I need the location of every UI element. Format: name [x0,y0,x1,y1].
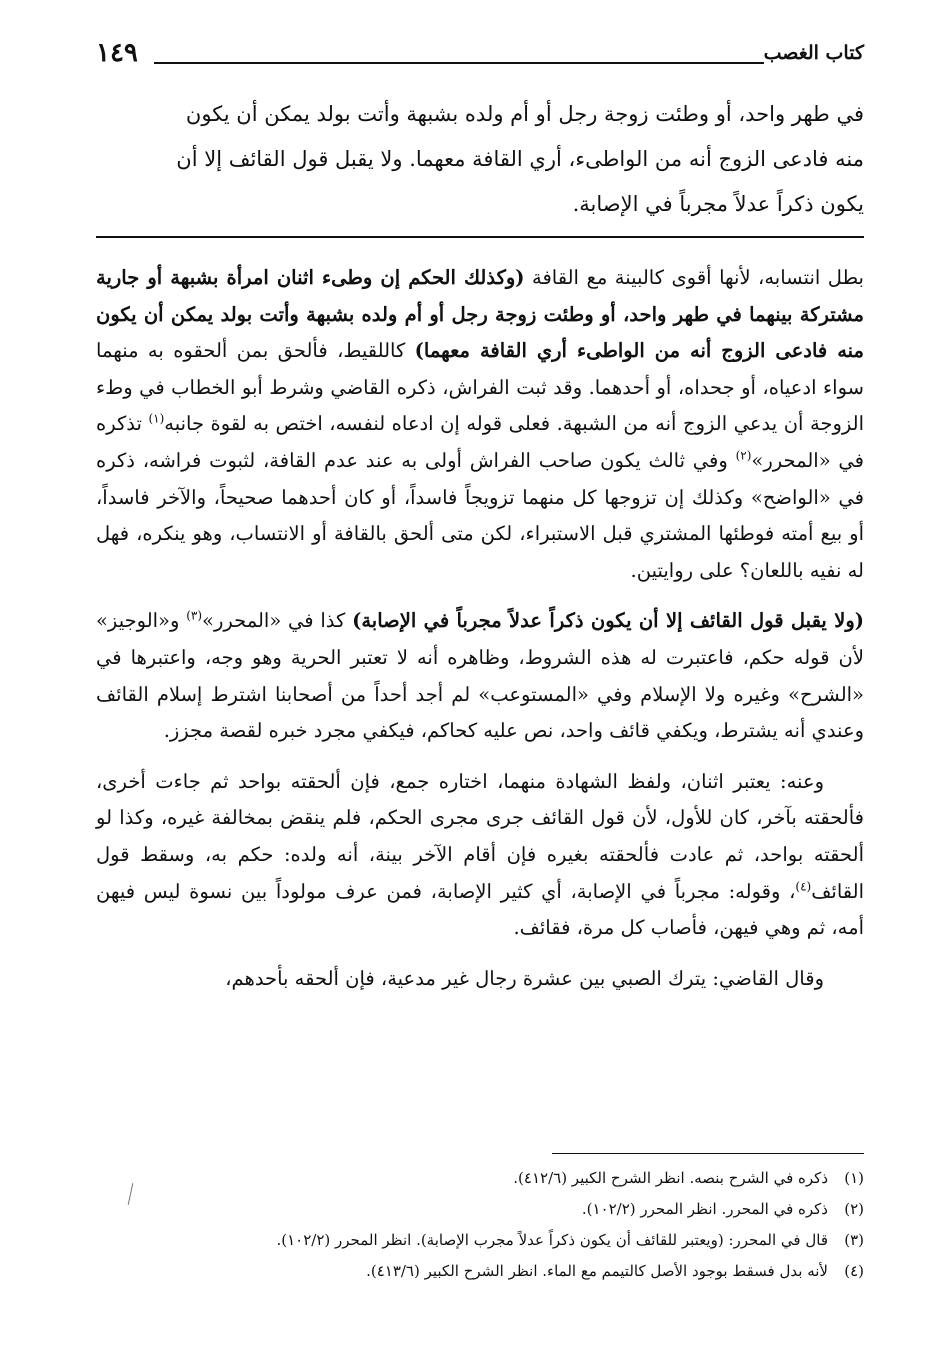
text-run: كاللقيط، فألحق بمن ألحقوه به منهما سواء ادعياه، أو جحداه، أو أحدهما. وقد ثبت الفراش، ذكره القاضي وشرط أبو الخطاب في وطء الزوجة أن يدعي الزوج أنه من الشبهة. فعلى قوله إن ادعاه لنفسه، اختص به لقوة جانبه [96,339,864,436]
commentary-paragraph [96,603,864,749]
text-run: و«الوجيز» لأن قوله حكم، فاعتبرت له هذه الشروط، وظاهره أنه لا تعتبر الحرية وهو وجه، واعتبرها في «الشرح» وغيره ولا الإسلام وفي «المستوعب» لم أجد أحداً من أصحابنا اشترط إسلام القائف وعندي أنه يشترط، ويكفي قائف واحد، نص عليه كحاكم، فيكفي مجرد خبره لقصة مجزز. [96,609,864,743]
footnote [96,1256,864,1287]
matn-divider [96,236,864,238]
footnotes [96,1163,864,1287]
quoted-matn: (ولا يقبل قول القائف إلا أن يكون ذكراً عدلاً مجرباً في الإصابة) [352,609,864,633]
matn-text [96,92,864,227]
chapter-title: كتاب الغصب [763,42,864,64]
footnote-number: (٣) [844,1231,864,1249]
footnote-number: (٤) [844,1262,864,1280]
footnote-text: قال في المحرر: (ويعتبر للقائف أن يكون ذكراً عدلاً مجرب الإصابة). انظر المحرر (١٠٢/٢). [276,1231,828,1249]
commentary-paragraph [96,260,864,589]
footnote-ref[interactable]: (٤) [795,879,812,893]
text-run: كذا في «المحرر» [202,609,353,633]
commentary-paragraph [96,764,864,947]
text-run: وعنه: يعتبر اثنان، ولفظ الشهادة منهما، اختاره جمع، فإن ألحقته بواحد ثم جاءت أخرى، فألحقته بآخر، كان للأول، لأن قول القائف جرى مجرى الحكم، فلم ينقض بمخالفة غيره، وكذا لو ألحقته بواحد، ثم عادت فألحقته بغيره فإن أقام الآخر بينة، أنه ولده: حكم به، وسقط قول القائف [96,769,864,903]
text-run: ، وقوله: مجرباً في الإصابة، أي كثير الإصابة، فمن عرف مولوداً بين نسوة ليس فيهن أمه، ثم وهي فيهن، فأصاب كل مرة، فقائف. [96,879,864,940]
header-rule [154,62,764,64]
matn-line: في طهر واحد، أو وطئت زوجة رجل أو أم ولده بشبهة وأتت بولد يمكن أن يكون [185,102,864,126]
matn-line: منه فادعى الزوج أنه من الواطىء، أري القافة معهما. ولا يقبل قول القائف إلا أن [176,147,864,171]
footnote [96,1163,864,1194]
footnote-text: ذكره في الشرح بنصه. انظر الشرح الكبير (٤١٢/٦). [513,1169,828,1187]
matn-line: يكون ذكراً عدلاً مجرباً في الإصابة. [572,192,864,216]
footnote [96,1225,864,1256]
footnote [96,1194,864,1225]
footnote-number: (٢) [844,1200,864,1218]
text-run: وفي ثالث يكون صاحب الفراش أولى به عند عدم القافة، لثبوت فراشه، ذكره في «الواضح» وكذلك إن تزوجها كل منهما تزويجاً فاسداً، أو كان أحدهما صحيحاً، والآخر فاسداً، أو بيع أمته فوطئها المشتري قبل الاستبراء، لكن متى ألحق بالقافة أو الانتساب، وهو ينكره، فهل له نفيه باللعان؟ على روايتين. [96,448,864,582]
footnote-ref[interactable]: (٣) [186,608,203,623]
footnote-divider [552,1153,864,1154]
text-run: تذكره في «المحرر» [96,412,864,472]
commentary-paragraph [96,961,864,998]
footnote-number: (١) [844,1169,864,1187]
quoted-matn: (وكذلك الحكم إن وطىء اثنان امرأة بشبهة أو جارية مشتركة بينهما في طهر واحد، أو وطئت زوجة رجل أو أم ولده بشبهة وأتت بولد يمكن أن يكون منه فادعى الزوج أنه من الواطىء أري القافة معهما) [96,266,864,363]
footnote-text: ذكره في المحرر. انظر المحرر (١٠٢/٢). [581,1200,828,1218]
page-number: ١٤٩ [96,38,138,68]
footnote-ref[interactable]: (٢) [735,448,752,463]
footnote-text: لأنه بدل فسقط بوجود الأصل كالتيمم مع الماء. انظر الشرح الكبير (٤١٣/٦). [366,1262,828,1280]
commentary-text [96,260,864,1011]
text-run: بطل انتسابه، لأنها أقوى كالبينة مع القافة [524,266,864,289]
page-header [96,38,864,78]
footnote-ref[interactable]: (١) [148,411,165,426]
text-run: وقال القاضي: يترك الصبي بين عشرة رجال غير مدعية، فإن ألحقه بأحدهم، [225,966,824,990]
